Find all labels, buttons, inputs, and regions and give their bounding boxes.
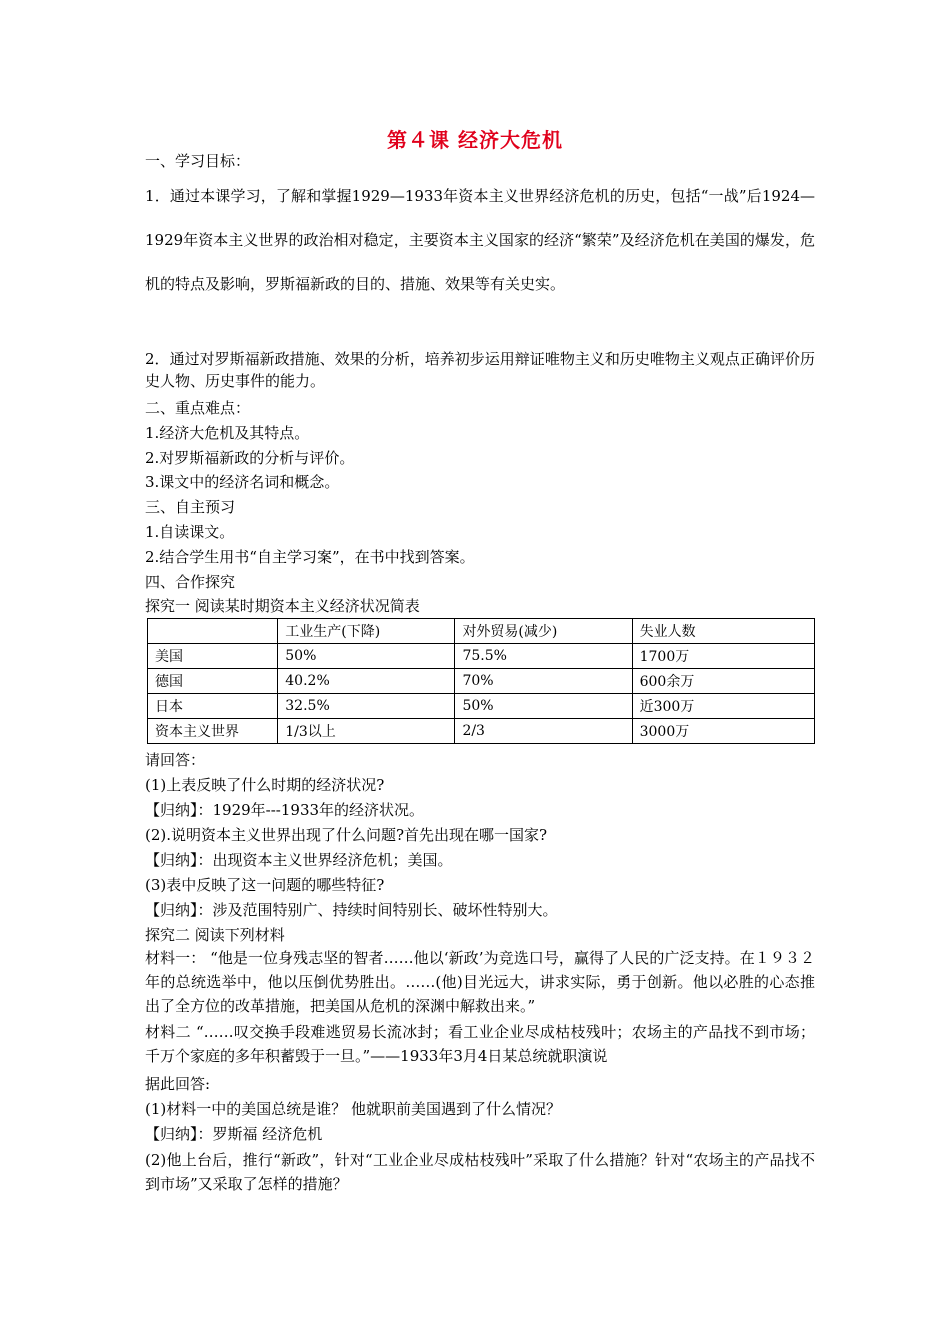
section3-heading: 三、自主预习	[145, 498, 236, 516]
inquiry2-caption: 探究二 阅读下列材料	[145, 926, 285, 944]
material-1: 材料一： “他是一位身残志坚的智者……他以‘新政’为竞选口号，赢得了人民的广泛支持。在１９３２年的总统选举中，他以压倒优势胜出。……(他)目光远大，讲求实际，勇于创新。他以必胜的心态推出了全方位的改革措施，把美国从危机的深渊中解救出来。”	[145, 949, 815, 1015]
table-row	[148, 669, 815, 694]
table-header-cell	[148, 619, 278, 644]
key-point-3: 3.课文中的经济名词和概念。	[145, 473, 340, 491]
table-cell: 近300万	[632, 694, 814, 719]
economic-status-table	[147, 618, 815, 744]
material-question-1: (1)材料一中的美国总统是谁？ 他就职前美国遇到了什么情况？	[145, 1100, 562, 1118]
answer-prompt-2: 据此回答:	[145, 1075, 211, 1093]
table-row	[148, 694, 815, 719]
table-cell: 3000万	[632, 719, 814, 744]
table-header-cell: 对外贸易(减少)	[455, 619, 632, 644]
table-cell: 600余万	[632, 669, 814, 694]
question-2: (2).说明资本主义世界出现了什么问题?首先出现在哪一国家?	[145, 826, 548, 844]
page-title: 第４课 经济大危机	[387, 128, 563, 152]
key-point-2: 2.对罗斯福新政的分析与评价。	[145, 449, 355, 467]
key-point-1: 1.经济大危机及其特点。	[145, 424, 310, 442]
question-3: (3)表中反映了这一问题的哪些特征?	[145, 876, 385, 894]
section4-heading: 四、合作探究	[145, 573, 236, 591]
inquiry1-caption: 探究一 阅读某时期资本主义经济状况简表	[145, 597, 420, 615]
section2-heading: 二、重点难点：	[145, 399, 251, 417]
answer-prompt: 请回答：	[145, 751, 206, 769]
table-cell: 1700万	[632, 644, 814, 669]
table-cell: 2/3	[455, 719, 632, 744]
table-header-cell: 工业生产(下降)	[278, 619, 455, 644]
learning-goal-1: 1．通过本课学习，了解和掌握1929—1933年资本主义世界经济危机的历史，包括“一战”后1924—1929年资本主义世界的政治相对稳定，主要资本主义国家的经济“繁荣”及经济危机在美国的爆发，危机的特点及影响，罗斯福新政的目的、措施、效果等有关史实。	[145, 187, 815, 293]
learning-goal-2: 2．通过对罗斯福新政措施、效果的分析，培养初步运用辩证唯物主义和历史唯物主义观点正确评价历史人物、历史事件的能力。	[145, 350, 815, 390]
preview-item-1: 1.自读课文。	[145, 523, 235, 541]
section1-heading: 一、学习目标：	[145, 152, 251, 170]
answer-1: 【归纳】：1929年---1933年的经济状况。	[145, 801, 425, 819]
table-cell: 1/3以上	[278, 719, 455, 744]
table-cell: 75.5%	[455, 644, 632, 669]
material-question-2: (2)他上台后，推行“新政”，针对“工业企业尽成枯枝残叶”采取了什么措施？针对“农场主的产品找不到市场”又采取了怎样的措施？	[145, 1151, 815, 1193]
table-cell: 32.5%	[278, 694, 455, 719]
table-cell: 日本	[148, 694, 278, 719]
table-cell: 70%	[455, 669, 632, 694]
table-cell: 50%	[278, 644, 455, 669]
table-header-cell: 失业人数	[632, 619, 814, 644]
question-1: (1)上表反映了什么时期的经济状况?	[145, 776, 385, 794]
table-cell: 美国	[148, 644, 278, 669]
answer-3: 【归纳】：涉及范围特别广、持续时间特别长、破坏性特别大。	[145, 901, 558, 919]
table-header-row	[148, 619, 815, 644]
material-2: 材料二 “……叹交换手段难逃贸易长流冰封；看工业企业尽成枯枝残叶；农场主的产品找不到市场；千万个家庭的多年积蓄毁于一旦。”——1933年3月4日某总统就职演说	[145, 1023, 815, 1065]
table-row	[148, 719, 815, 744]
table-cell: 资本主义世界	[148, 719, 278, 744]
answer-2: 【归纳】：出现资本主义世界经济危机；美国。	[145, 851, 453, 869]
preview-item-2: 2.结合学生用书“自主学习案”，在书中找到答案。	[145, 548, 475, 566]
material-answer-1: 【归纳】：罗斯福 经济危机	[145, 1125, 323, 1143]
table-cell: 50%	[455, 694, 632, 719]
table-row	[148, 644, 815, 669]
table-cell: 德国	[148, 669, 278, 694]
table-cell: 40.2%	[278, 669, 455, 694]
